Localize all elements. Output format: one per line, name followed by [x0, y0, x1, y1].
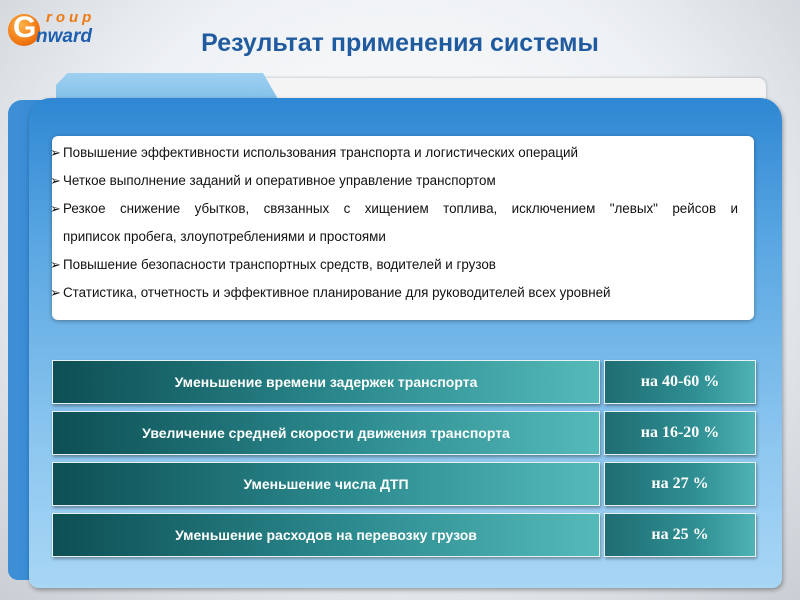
- list-item-text: Четкое выполнение заданий и оперативное управление транспортом: [63, 173, 496, 188]
- result-label: [52, 513, 600, 557]
- result-label: [52, 462, 600, 506]
- benefits-list: [52, 136, 754, 320]
- list-item-text: Резкое снижение убытков, связанных с хищением топлива, исключением "левых" рейсов и: [63, 201, 738, 216]
- list-item-text: приписок пробега, злоупотреблениями и простоями: [63, 229, 386, 244]
- result-value: [604, 360, 756, 404]
- bullet-arrow-icon: ➢: [50, 145, 61, 160]
- result-label-text: Уменьшение расходов на перевозку грузов: [175, 527, 477, 543]
- result-label: [52, 411, 600, 455]
- result-label: [52, 360, 600, 404]
- bullet-arrow-icon: ➢: [50, 285, 61, 300]
- bullet-arrow-icon: ➢: [50, 257, 61, 272]
- result-label-text: Увеличение средней скорости движения транспорта: [142, 425, 510, 441]
- result-value-text: на 25 %: [651, 526, 709, 543]
- logo-group-text: roup: [46, 9, 96, 26]
- list-item-text: Повышение безопасности транспортных средств, водителей и грузов: [63, 257, 496, 272]
- result-label-text: Уменьшение числа ДТП: [243, 476, 409, 492]
- list-item-text: Повышение эффективности использования транспорта и логистических операций: [63, 145, 578, 160]
- result-label-text: Уменьшение времени задержек транспорта: [174, 374, 478, 390]
- result-value-text: на 16-20 %: [640, 424, 720, 441]
- bullet-arrow-icon: ➢: [50, 201, 61, 216]
- logo-g-letter: G: [13, 11, 37, 44]
- bullet-arrow-icon: ➢: [50, 173, 61, 188]
- result-value-text: на 27 %: [651, 475, 709, 492]
- page-title: Результат применения системы: [201, 29, 599, 57]
- logo-onward-text: nward: [36, 26, 92, 47]
- result-value: [604, 411, 756, 455]
- result-value: [604, 513, 756, 557]
- list-item-text: Статистика, отчетность и эффективное планирование для руководителей всех уровней: [63, 285, 611, 300]
- result-value: [604, 462, 756, 506]
- result-value-text: на 40-60 %: [640, 373, 720, 390]
